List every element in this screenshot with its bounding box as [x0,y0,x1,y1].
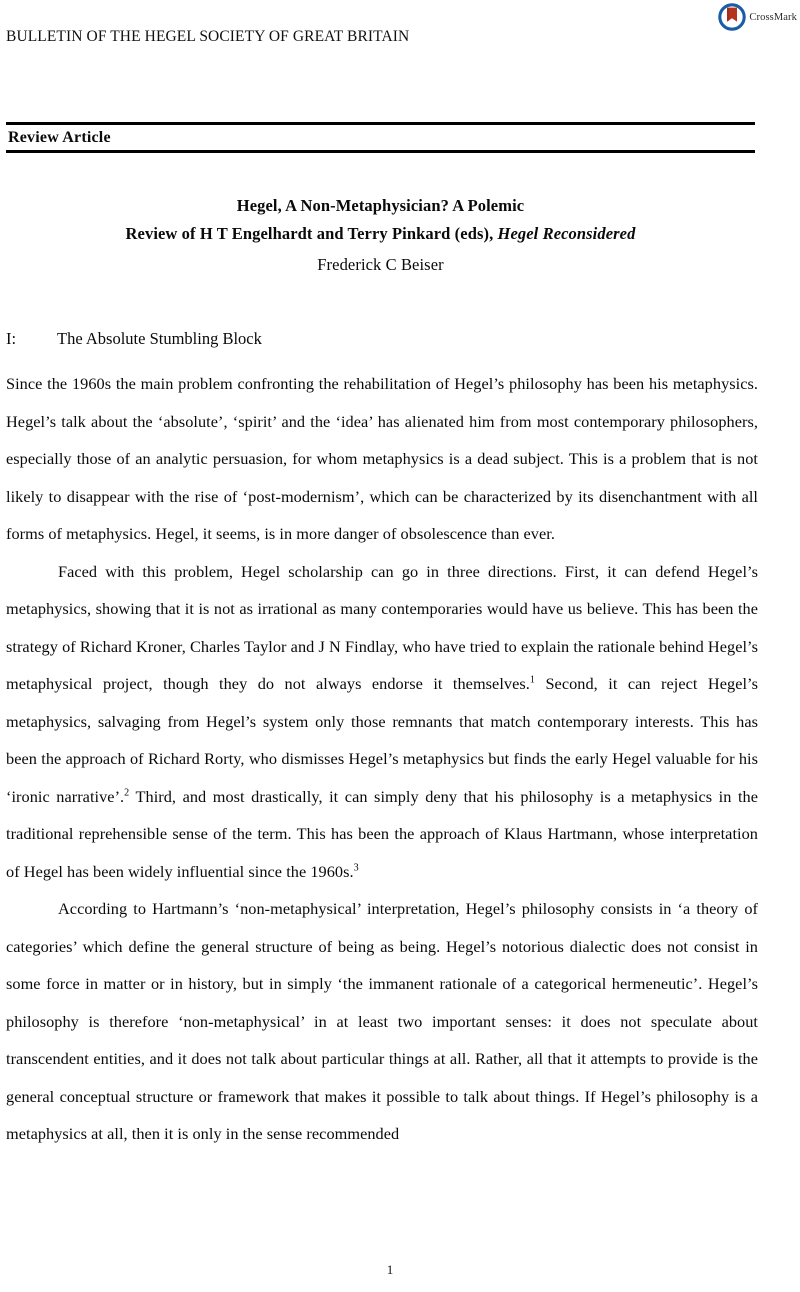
title-block [6,192,755,280]
article-body [6,365,758,1153]
article-title-line-1: Hegel, A Non-Metaphysician? A Polemic [236,196,525,215]
paragraph-1: Since the 1960s the main problem confronting the rehabilitation of Hegel’s philosophy has been his metaphysics. Hegel’s talk about the ‘absolute’, ‘spirit’ and the ‘idea’ has alienated him from most contemporary philosophers, especially those of an analytic persuasion, for whom metaphysics is a dead subject. This is a problem that is not likely to disappear with the rise of ‘post-modernism’, which can be characterized by its disenchantment with all forms of metaphysics. Hegel, it seems, is in more danger of obsolescence than ever. [6,374,758,543]
page-number: 1 [386,1262,394,1277]
footnote-marker-3[interactable]: 3 [353,862,359,874]
footnote-marker-2[interactable]: 2 [124,787,130,799]
section-title: The Absolute Stumbling Block [57,329,262,348]
paragraph-2-part-b: Second, it can reject Hegel’s metaphysics, salvaging from Hegel’s system only those remnants that match contemporary interests. This has been the approach of Richard Rorty, who dismisses Hegel’s metaphysics but finds the early Hegel valuable for his ‘ironic narrative’. [6,674,759,806]
paragraph-2-part-c: Third, and most drastically, it can simply deny that his philosophy is a metaphysics in the traditional reprehensible sense of the term. This has been the approach of Klaus Hartmann, whose interpretation of Hegel has been widely influential since the 1960s. [6,786,758,881]
running-head: BULLETIN OF THE HEGEL SOCIETY OF GREAT BRITAIN [6,28,410,45]
article-author: Frederick C Beiser [317,254,444,274]
paragraph-2 [6,553,758,891]
article-title-line-2 [6,220,755,248]
crossmark-label: CrossMark [749,11,797,23]
paragraph-2-part-a: Faced with this problem, Hegel scholarship can go in three directions. First, it can defend Hegel’s metaphysics, showing that it is not as irrational as many contemporaries would have us believe. This has been the strategy of Richard Kroner, Charles Taylor and J N Findlay, who have tried to explain the rationale behind Hegel’s metaphysical project, though they do not always endorse it themselves. [6,561,758,693]
reviewed-work-title: Hegel Reconsidered [497,224,636,244]
article-title-review-of: Review of H T Engelhardt and Terry Pinkard (eds), [125,224,498,244]
footnote-marker-1[interactable]: 1 [529,674,535,686]
banner-rule-bottom [6,150,755,153]
paragraph-3: According to Hartmann’s ‘non-metaphysical’ interpretation, Hegel’s philosophy consists in ‘a theory of categories’ which define the general structure of being as being. Hegel’s notorious dialectic does not consist in some force in matter or in history, but in simply ‘the immanent rationale of a categorical hermeneutic’. Hegel’s philosophy is therefore ‘non-metaphysical’ in at least two important senses: it does not speculate about transcendent entities, and it does not talk about particular things at all. Rather, all that it attempts to provide is the general conceptual structure or framework that makes it possible to talk about things. If Hegel’s philosophy is a metaphysics at all, then it is only in the sense recommended [6,899,758,1143]
section-number: I: [6,329,17,348]
section-heading [6,328,755,349]
crossmark-badge[interactable] [718,2,797,32]
crossmark-logo-icon [718,3,746,31]
banner-label: Review Article [8,128,111,146]
review-article-banner [6,122,755,153]
